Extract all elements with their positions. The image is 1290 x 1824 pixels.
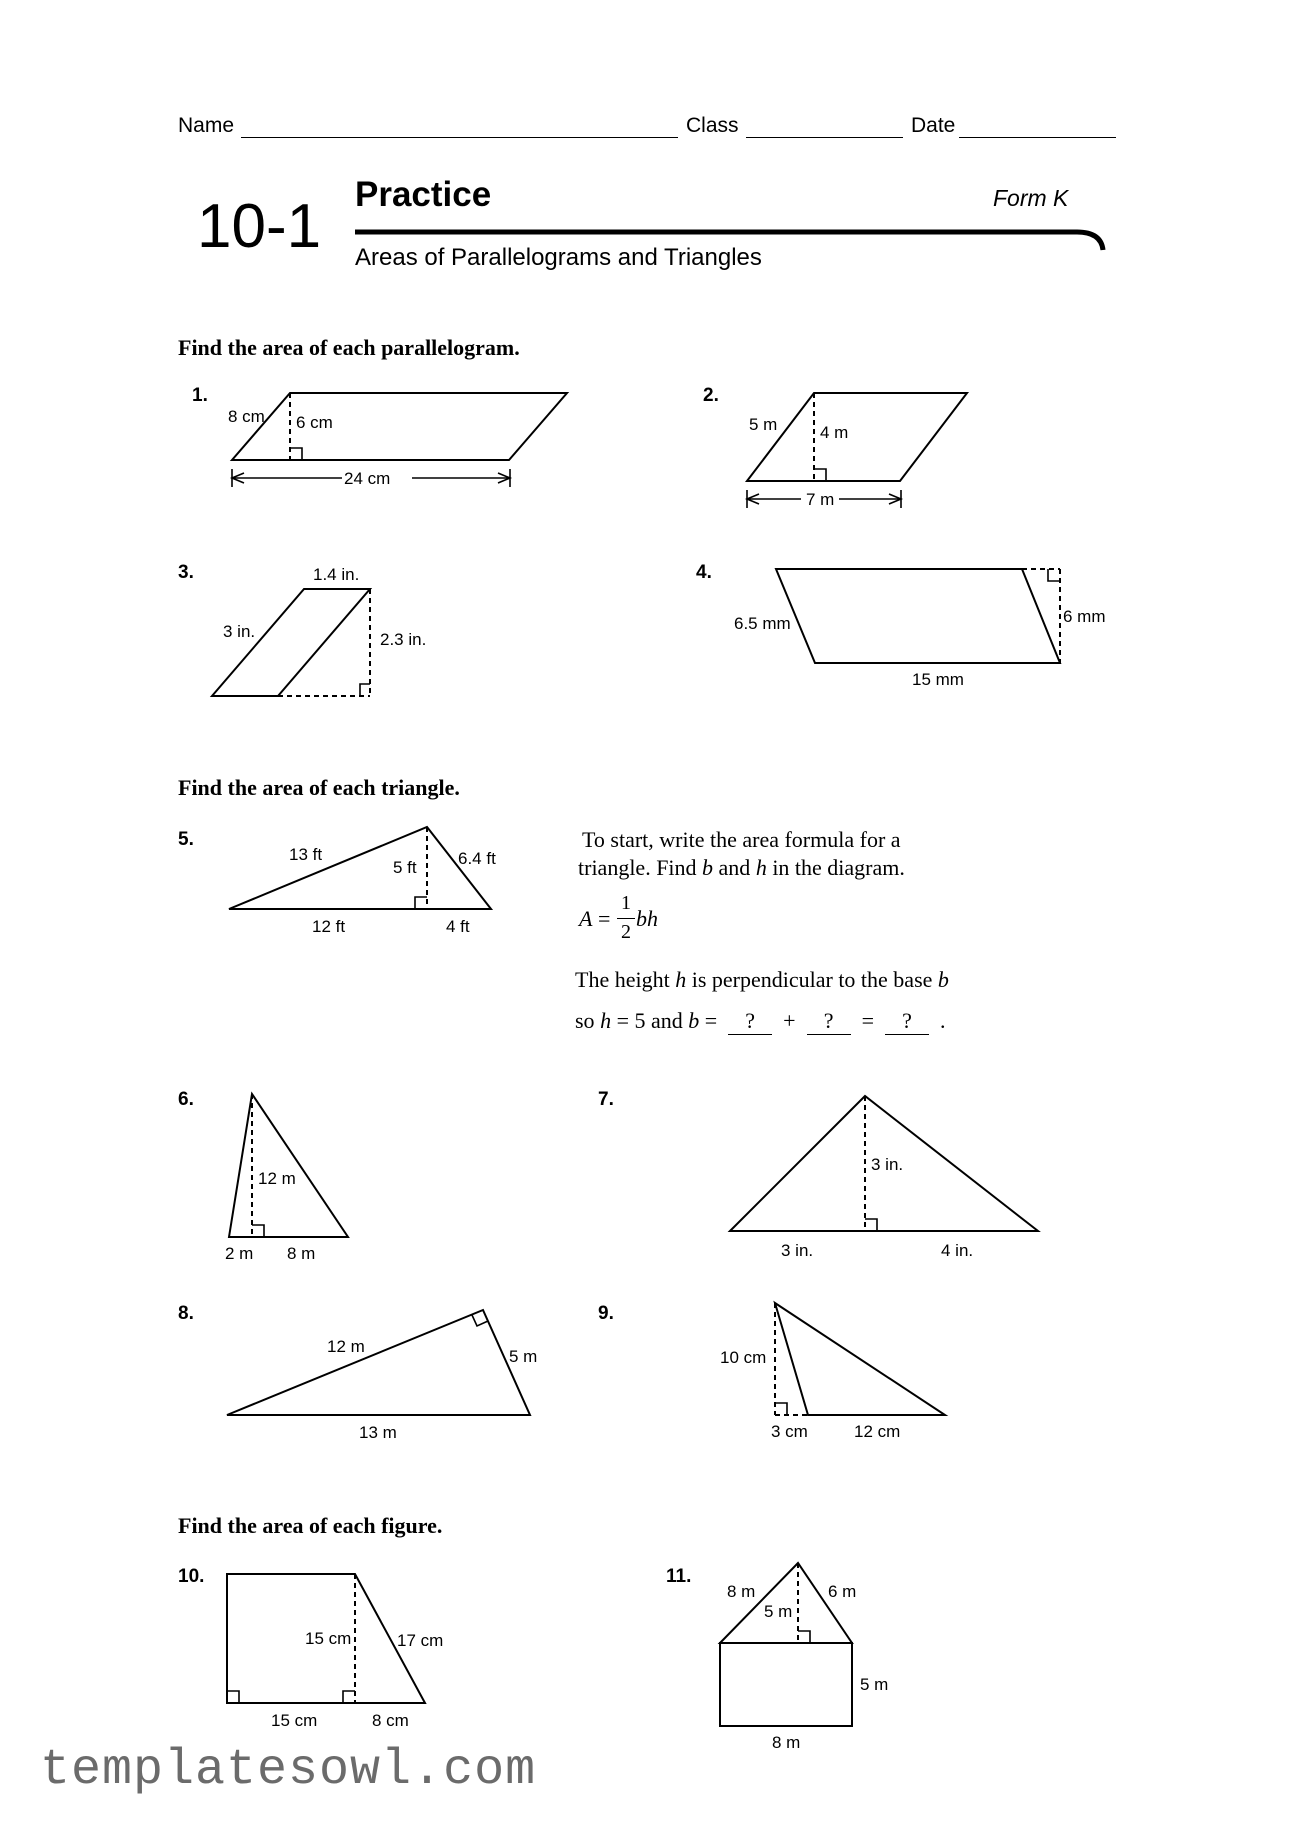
- lesson-number: 10-1: [197, 192, 322, 261]
- problem-3-figure: [200, 560, 440, 710]
- watermark: templatesowl.com: [40, 1742, 537, 1799]
- problem-1-side-label: 8 cm: [228, 407, 265, 426]
- problem-10-base-right-label: 8 cm: [372, 1711, 409, 1730]
- class-field[interactable]: [746, 137, 903, 138]
- problem-9-ext-label: 3 cm: [771, 1422, 808, 1441]
- problem-2-number: 2.: [703, 385, 719, 406]
- page-title: Practice: [355, 175, 492, 214]
- problem-7-number: 7.: [598, 1089, 614, 1110]
- problem-6-figure: [215, 1085, 365, 1270]
- problem-7-base-right-label: 4 in.: [941, 1241, 974, 1260]
- blank-1[interactable]: ?: [728, 1008, 772, 1035]
- problem-8-leg-a-label: 12 m: [327, 1337, 365, 1356]
- problem-5-figure: [215, 820, 515, 940]
- problem-10-slant-label: 17 cm: [397, 1631, 444, 1650]
- form-label: Form K: [993, 185, 1069, 211]
- page-subtitle: Areas of Parallelograms and Triangles: [355, 244, 762, 271]
- problem-4-side-label: 6.5 mm: [734, 614, 791, 633]
- formula-fraction-bar: [617, 918, 635, 919]
- problem-1-number: 1.: [192, 385, 208, 406]
- problem-11-rect-height-label: 5 m: [860, 1675, 889, 1694]
- problem-11-right-side-label: 6 m: [828, 1582, 857, 1601]
- problem-3-side-label: 3 in.: [223, 622, 256, 641]
- problem-7-height-label: 3 in.: [871, 1155, 904, 1174]
- problem-1-figure: [220, 380, 580, 500]
- problem-2-side-label: 5 m: [749, 415, 778, 434]
- problem-8-number: 8.: [178, 1303, 194, 1324]
- problem-6-number: 6.: [178, 1089, 194, 1110]
- hint-line-3: The height h is perpendicular to the base b: [575, 967, 949, 992]
- problem-3-top-label: 1.4 in.: [313, 565, 360, 584]
- problem-11-figure: [700, 1555, 920, 1760]
- problem-9-base-label: 12 cm: [854, 1422, 901, 1441]
- problem-4-height-label: 6 mm: [1063, 607, 1106, 626]
- hint-line-1: To start, write the area formula for a: [582, 827, 901, 852]
- problem-11-width-label: 8 m: [772, 1733, 801, 1752]
- problem-5-right-side-label: 6.4 ft: [458, 849, 496, 868]
- problem-9-figure: [715, 1295, 955, 1455]
- problem-3-height-label: 2.3 in.: [380, 630, 427, 649]
- problem-6-height-label: 12 m: [258, 1169, 296, 1188]
- problem-7-figure: [720, 1085, 1050, 1270]
- problem-9-height-label: 10 cm: [720, 1348, 767, 1367]
- problem-5-number: 5.: [178, 829, 194, 850]
- name-label: Name: [178, 114, 235, 137]
- problem-10-number: 10.: [178, 1566, 205, 1587]
- hint-formula: A =: [579, 906, 611, 931]
- problem-4-number: 4.: [696, 562, 712, 583]
- problem-5-base-right-label: 4 ft: [446, 917, 470, 936]
- problem-9-number: 9.: [598, 1303, 614, 1324]
- problem-10-figure: [215, 1562, 465, 1732]
- blank-3[interactable]: ?: [885, 1008, 929, 1035]
- problem-6-base-left-label: 2 m: [225, 1244, 254, 1263]
- problem-1-height-label: 6 cm: [296, 413, 333, 432]
- problem-3-number: 3.: [178, 562, 194, 583]
- problem-8-leg-b-label: 5 m: [509, 1347, 538, 1366]
- problem-1-base-label: 24 cm: [344, 469, 391, 488]
- blank-2[interactable]: ?: [807, 1008, 851, 1035]
- date-label: Date: [911, 114, 956, 137]
- problem-10-height-label: 15 cm: [305, 1629, 352, 1648]
- formula-numerator: 1: [621, 892, 631, 914]
- problem-7-base-left-label: 3 in.: [781, 1241, 814, 1260]
- problem-5-left-side-label: 13 ft: [289, 845, 323, 864]
- problem-8-hyp-label: 13 m: [359, 1423, 397, 1442]
- formula-bh: bh: [636, 906, 658, 931]
- problem-4-base-label: 15 mm: [912, 670, 964, 689]
- problem-11-left-side-label: 8 m: [727, 1582, 756, 1601]
- class-label: Class: [686, 114, 739, 137]
- problem-5-height-label: 5 ft: [393, 858, 417, 877]
- hint-line-2: triangle. Find b and h in the diagram.: [578, 855, 905, 880]
- name-field[interactable]: [241, 137, 678, 138]
- problem-5-base-left-label: 12 ft: [312, 917, 346, 936]
- formula-denominator: 2: [621, 921, 631, 943]
- problem-2-height-label: 4 m: [820, 423, 849, 442]
- problem-2-figure: [735, 380, 985, 515]
- problem-6-base-right-label: 8 m: [287, 1244, 316, 1263]
- problem-11-number: 11.: [666, 1566, 692, 1587]
- hint-line-4: so h = 5 and b = ? + ? = ? .: [575, 1008, 946, 1033]
- section-triangles: Find the area of each triangle.: [178, 775, 460, 800]
- problem-8-figure: [215, 1300, 555, 1450]
- date-field[interactable]: [959, 137, 1116, 138]
- problem-2-base-label: 7 m: [806, 490, 835, 509]
- problem-10-base-left-label: 15 cm: [271, 1711, 318, 1730]
- problem-11-tri-height-label: 5 m: [764, 1602, 793, 1621]
- section-figures: Find the area of each figure.: [178, 1513, 443, 1538]
- section-parallelograms: Find the area of each parallelogram.: [178, 335, 520, 360]
- problem-4-figure: [720, 555, 1120, 705]
